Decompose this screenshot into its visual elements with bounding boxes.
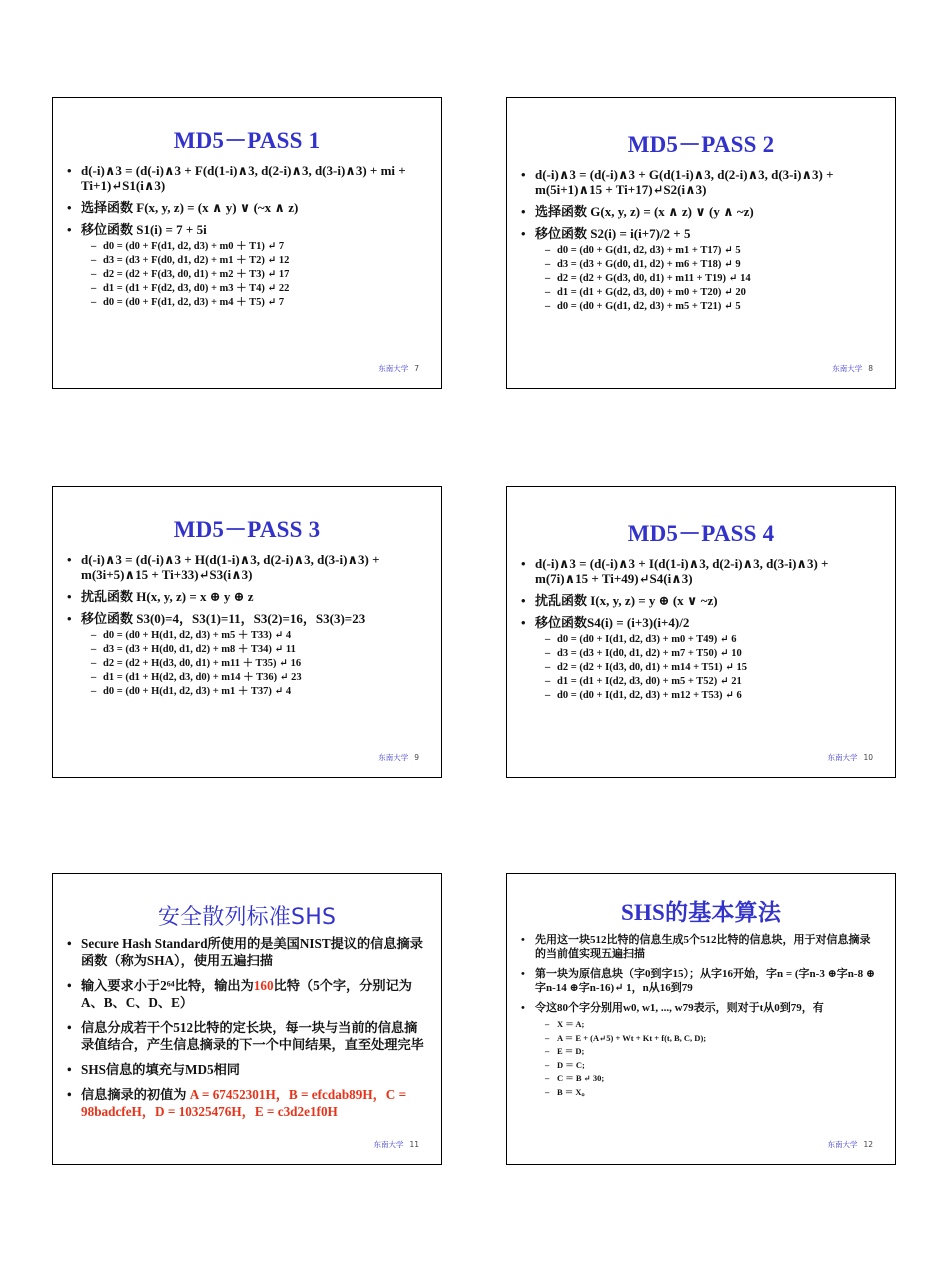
slide-title: MD5－PASS 3 bbox=[173, 517, 321, 542]
sub-step: – d0 = (d0 + F(d1, d2, d3) + m4 ＋ T5) ↵ 7 bbox=[91, 296, 427, 310]
slide-md5-pass-2 bbox=[506, 97, 896, 389]
bullet-shift-function: • 移位函数 S1(i) = 7 + 5i – d0 = (d0 + F(d1, d2, d3) + m0 ＋ T1) ↵ 7 – d3 = (d3 + F(d0, d1, d2) + m1 ＋ T2) ↵ 12 – d2 = (d2 + F(d3, d0, d1) + m2 ＋ T3) ↵ 17 – d1 = (d1 + F(d2, d3, d0) + m3 ＋ T4) ↵ 22 – d0 = (d0 + F(d1, d2, d3) + m4 ＋ T5) ↵ 7 bbox=[67, 222, 427, 310]
bullet-formula: • d(-i)∧3 = (d(-i)∧3 + G(d(1-i)∧3, d(2-i)∧3, d(3-i)∧3) + m(5i+1)∧15 + Ti+17)↵S2(i∧3) bbox=[521, 167, 881, 197]
sub-step: – d0 = (d0 + I(d1, d2, d3) + m0 + T49) ↵ 6 bbox=[545, 633, 881, 647]
page-number: 12 bbox=[863, 1140, 873, 1149]
bullet-shift-function: • 移位函数S4(i) = (i+3)(i+4)/2 – d0 = (d0 + I(d1, d2, d3) + m0 + T49) ↵ 6 – d3 = (d3 + I(d0, d1, d2) + m7 + T50) ↵ 10 – d2 = (d2 + I(d3, d0, d1) + m14 + T51) ↵ 15 – d1 = (d1 + I(d2, d3, d0) + m5 + T52) ↵ 21 – d0 = (d0 + I(d1, d2, d3) + m12 + T53) ↵ 6 bbox=[521, 615, 881, 703]
sub-step: – d3 = (d3 + G(d0, d1, d2) + m6 + T18) ↵ 9 bbox=[545, 258, 881, 272]
sub-step: – C ＝ B ↵ 30; bbox=[545, 1072, 881, 1086]
slide-footer: 东南大学 12 bbox=[827, 1140, 873, 1149]
page-number: 7 bbox=[414, 364, 419, 373]
slide-title: MD5－PASS 4 bbox=[627, 521, 775, 546]
slide-shs-standard bbox=[52, 873, 442, 1165]
slide-footer: 东南大学 11 bbox=[373, 1140, 419, 1149]
sub-step: – X ＝ A; bbox=[545, 1018, 881, 1032]
sub-step: – d1 = (d1 + I(d2, d3, d0) + m5 + T52) ↵ 21 bbox=[545, 675, 881, 689]
sub-step: – d2 = (d2 + I(d3, d0, d1) + m14 + T51) ↵ 15 bbox=[545, 661, 881, 675]
slide-md5-pass-3 bbox=[52, 486, 442, 778]
sub-step: – d3 = (d3 + I(d0, d1, d2) + m7 + T50) ↵ 10 bbox=[545, 647, 881, 661]
bullet-padding: • SHS信息的填充与MD5相同 bbox=[67, 1061, 427, 1078]
slide-footer: 东南大学 10 bbox=[827, 753, 873, 762]
page-number: 9 bbox=[414, 753, 419, 762]
slide-footer: 东南大学 9 bbox=[378, 753, 419, 762]
bullet-scramble-function: • 扰乱函数 H(x, y, z) = x ⊕ y ⊕ z bbox=[67, 589, 427, 604]
bullet-scramble-function: • 扰乱函数 I(x, y, z) = y ⊕ (x ∨ ~z) bbox=[521, 593, 881, 608]
sub-step: – d0 = (d0 + F(d1, d2, d3) + m0 ＋ T1) ↵ 7 bbox=[91, 240, 427, 254]
sub-step: – d1 = (d1 + F(d2, d3, d0) + m3 ＋ T4) ↵ 22 bbox=[91, 282, 427, 296]
bullet-word-expansion: • 第一块为原信息块（字0到字15）；从字16开始，字n = (字n-3 ⊕字n-8 ⊕字n-14 ⊕字n-16)↵ 1，n从16到79 bbox=[521, 967, 881, 995]
slide-title: 安全散列标准SHS bbox=[157, 905, 337, 930]
sub-step: – d3 = (d3 + H(d0, d1, d2) + m8 ＋ T34) ↵ 11 bbox=[91, 643, 427, 657]
sub-step: – d2 = (d2 + F(d3, d0, d1) + m2 ＋ T3) ↵ 17 bbox=[91, 268, 427, 282]
slide-shs-algorithm bbox=[506, 873, 896, 1165]
slide-md5-pass-1 bbox=[52, 97, 442, 389]
slide-title: MD5－PASS 2 bbox=[627, 132, 775, 157]
page-number: 8 bbox=[868, 364, 873, 373]
initial-values-highlight: A = 67452301H，B = efcdab89H，C = 98badcfeH，D = 10325476H，E = c3d2e1f0H bbox=[81, 1087, 407, 1119]
sub-step: – E ＝ D; bbox=[545, 1045, 881, 1059]
bullet-select-function: • 选择函数 F(x, y, z) = (x ∧ y) ∨ (~x ∧ z) bbox=[67, 200, 427, 215]
bullet-round-steps: • 令这80个字分别用w0, w1, ..., w79表示，则对于t从0到79，有 – X ＝ A; – A ＝ E + (A↵5) + Wt + Kt + f(t, B, C, D); – E ＝ D; – D ＝ C; – C ＝ B ↵ 30; – B ＝ X。 bbox=[521, 1001, 881, 1099]
bullet-input-output: • 输入要求小于2⁶⁴比特，输出为160比特（5个字，分别记为 A、B、C、D、E） bbox=[67, 977, 427, 1011]
sub-step: – d0 = (d0 + G(d1, d2, d3) + m5 + T21) ↵ 5 bbox=[545, 300, 881, 314]
sub-step: – d0 = (d0 + I(d1, d2, d3) + m12 + T53) ↵ 6 bbox=[545, 689, 881, 703]
bullet-shift-function: • 移位函数 S2(i) = i(i+7)/2 + 5 – d0 = (d0 + G(d1, d2, d3) + m1 + T17) ↵ 5 – d3 = (d3 + G(d0, d1, d2) + m6 + T18) ↵ 9 – d2 = (d2 + G(d3, d0, d1) + m11 + T19) ↵ 14 – d1 = (d1 + G(d2, d3, d0) + m0 + T20) ↵ 20 – d0 = (d0 + G(d1, d2, d3) + m5 + T21) ↵ 5 bbox=[521, 226, 881, 314]
bullet-shift-function: • 移位函数 S3(0)=4，S3(1)=11，S3(2)=16，S3(3)=23 – d0 = (d0 + H(d1, d2, d3) + m5 ＋ T33) ↵ 4 – d3 = (d3 + H(d0, d1, d2) + m8 ＋ T34) ↵ 11 – d2 = (d2 + H(d3, d0, d1) + m11 ＋ T35) ↵ 16 – d1 = (d1 + H(d2, d3, d0) + m14 ＋ T36) ↵ 23 – d0 = (d0 + H(d1, d2, d3) + m1 ＋ T37) ↵ 4 bbox=[67, 611, 427, 699]
output-bits-highlight: 160 bbox=[253, 978, 274, 993]
bullet-select-function: • 选择函数 G(x, y, z) = (x ∧ z) ∨ (y ∧ ~z) bbox=[521, 204, 881, 219]
bullet-initial-values: • 信息摘录的初值为 A = 67452301H，B = efcdab89H，C = 98badcfeH，D = 10325476H，E = c3d2e1f0H bbox=[67, 1086, 427, 1120]
sub-step: – d2 = (d2 + H(d3, d0, d1) + m11 ＋ T35) ↵ 16 bbox=[91, 657, 427, 671]
slide-title: SHS的基本算法 bbox=[620, 900, 782, 925]
sub-step: – d0 = (d0 + H(d1, d2, d3) + m5 ＋ T33) ↵ 4 bbox=[91, 629, 427, 643]
sub-step: – D ＝ C; bbox=[545, 1059, 881, 1073]
sub-step: – A ＝ E + (A↵5) + Wt + Kt + f(t, B, C, D); bbox=[545, 1032, 881, 1046]
sub-step: – B ＝ X。 bbox=[545, 1086, 881, 1100]
bullet-block-generation: • 先用这一块512比特的信息生成5个512比特的信息块，用于对信息摘录的当前值实现五遍扫描 bbox=[521, 933, 881, 961]
sub-step: – d0 = (d0 + G(d1, d2, d3) + m1 + T17) ↵ 5 bbox=[545, 244, 881, 258]
bullet-sha-intro: • Secure Hash Standard所使用的是美国NIST提议的信息摘录函数（称为SHA），使用五遍扫描 bbox=[67, 935, 427, 969]
slide-footer: 东南大学 8 bbox=[832, 364, 873, 373]
page-number: 11 bbox=[409, 1140, 419, 1149]
slide-footer: 东南大学 7 bbox=[378, 364, 419, 373]
sub-step: – d2 = (d2 + G(d3, d0, d1) + m11 + T19) ↵ 14 bbox=[545, 272, 881, 286]
bullet-formula: • d(-i)∧3 = (d(-i)∧3 + I(d(1-i)∧3, d(2-i)∧3, d(3-i)∧3) + m(7i)∧15 + Ti+49)↵S4(i∧3) bbox=[521, 556, 881, 586]
slide-title: MD5－PASS 1 bbox=[173, 128, 321, 153]
sub-step: – d1 = (d1 + G(d2, d3, d0) + m0 + T20) ↵ 20 bbox=[545, 286, 881, 300]
sub-step: – d3 = (d3 + F(d0, d1, d2) + m1 ＋ T2) ↵ 12 bbox=[91, 254, 427, 268]
sub-step: – d0 = (d0 + H(d1, d2, d3) + m1 ＋ T37) ↵ 4 bbox=[91, 685, 427, 699]
slide-md5-pass-4 bbox=[506, 486, 896, 778]
sub-step: – d1 = (d1 + H(d2, d3, d0) + m14 ＋ T36) ↵ 23 bbox=[91, 671, 427, 685]
bullet-formula: • d(-i)∧3 = (d(-i)∧3 + F(d(1-i)∧3, d(2-i)∧3, d(3-i)∧3) + mi + Ti+1)↵S1(i∧3) bbox=[67, 163, 427, 193]
bullet-block-processing: • 信息分成若干个512比特的定长块，每一块与当前的信息摘录值结合，产生信息摘录的下一个中间结果，直至处理完毕 bbox=[67, 1019, 427, 1053]
page-number: 10 bbox=[863, 753, 873, 762]
bullet-formula: • d(-i)∧3 = (d(-i)∧3 + H(d(1-i)∧3, d(2-i)∧3, d(3-i)∧3) + m(3i+5)∧15 + Ti+33)↵S3(i∧3) bbox=[67, 552, 427, 582]
